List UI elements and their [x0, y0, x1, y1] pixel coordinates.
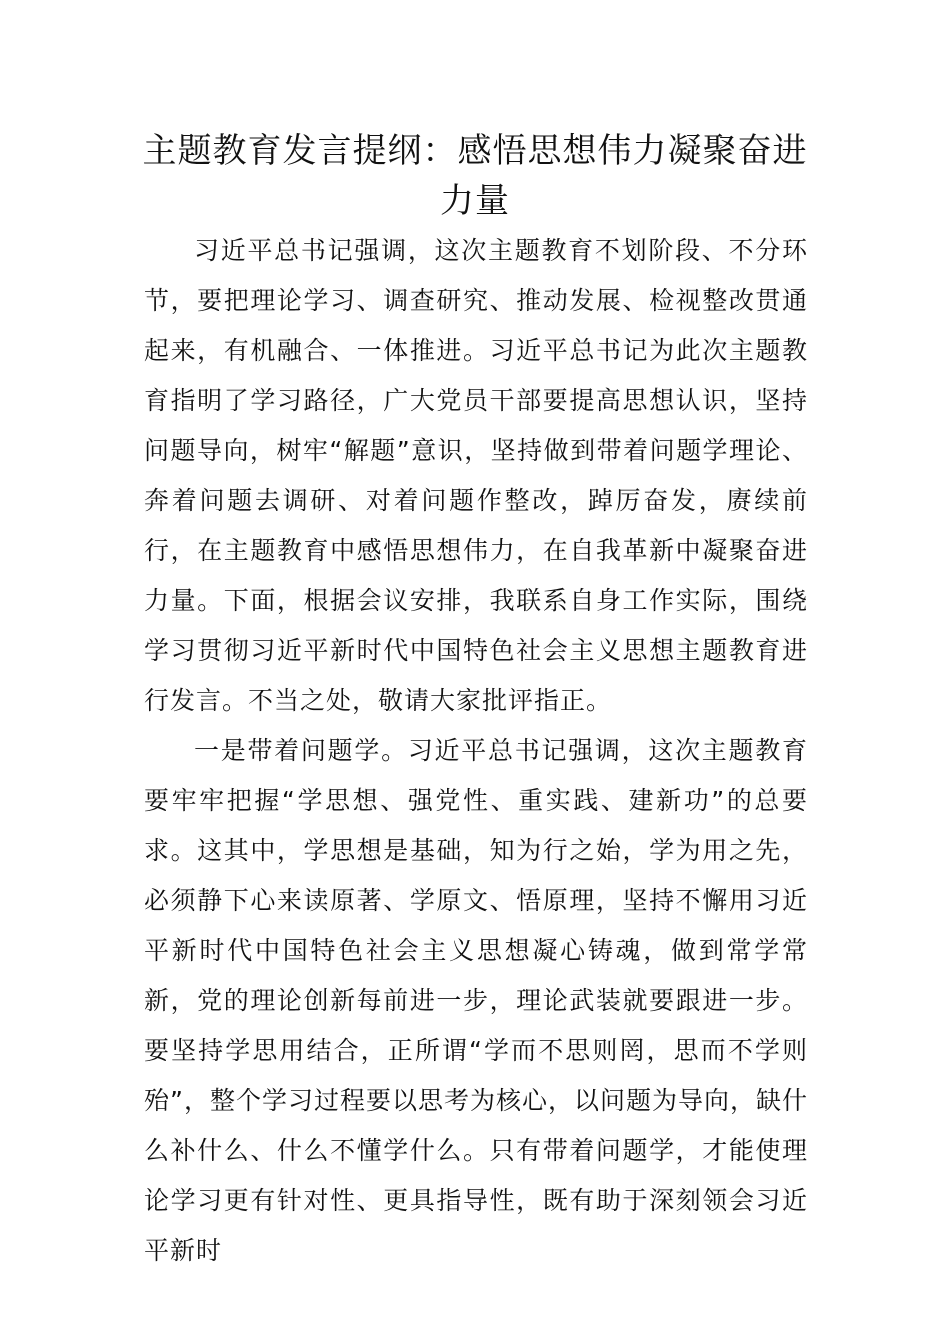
document-body	[144, 226, 808, 1276]
document-title: 主题教育发言提纲：感悟思想伟力凝聚奋进力量	[142, 131, 808, 221]
paragraph-point-one: 一是带着问题学。习近平总书记强调，这次主题教育要牢牢把握“学思想、强党性、重实践、建新功”的总要求。这其中，学思想是基础，知为行之始，学为用之先，必须静下心来读原著、学原文、悟原理，坚持不懈用习近平新时代中国特色社会主义思想凝心铸魂，做到常学常新，党的理论创新每前进一步，理论武装就要跟进一步。要坚持学思用结合，正所谓“学而不思则罔，思而不学则殆”，整个学习过程要以思考为核心，以问题为导向，缺什么补什么、什么不懂学什么。只有带着问题学，才能使理论学习更有针对性、更具指导性，既有助于深刻领会习近平新时	[144, 736, 808, 1265]
paragraph-intro: 习近平总书记强调，这次主题教育不划阶段、不分环节，要把理论学习、调查研究、推动发展、检视整改贯通起来，有机融合、一体推进。习近平总书记为此次主题教育指明了学习路径，广大党员干部要提高思想认识，坚持问题导向，树牢“解题”意识，坚持做到带着问题学理论、奔着问题去调研、对着问题作整改，踔厉奋发，赓续前行，在主题教育中感悟思想伟力，在自我革新中凝聚奋进力量。下面，根据会议安排，我联系自身工作实际，围绕学习贯彻习近平新时代中国特色社会主义思想主题教育进行发言。不当之处，敬请大家批评指正。	[144, 236, 808, 715]
